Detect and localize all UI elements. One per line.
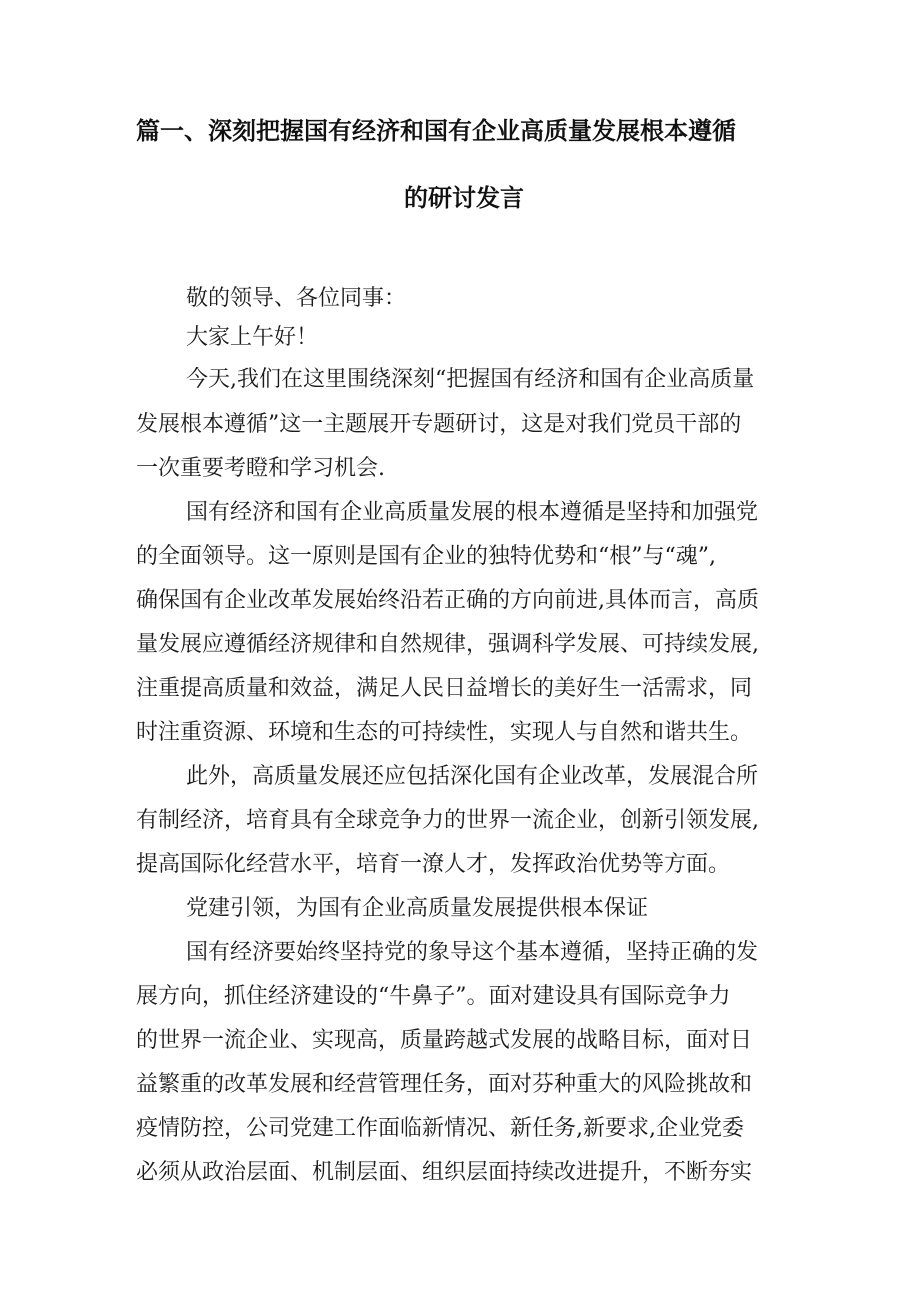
document-title-line-1: 篇一、深刻把握国有经济和国有企业高质量发展根本遵循	[136, 117, 736, 145]
paragraph-2-line-6: 时注重资源、环境和生态的可持续性，实现人与自然和谐共生。	[136, 720, 753, 745]
paragraph-4-line-6: 必须从政治层面、机制层面、组织层面持续改进提升，不断夯实	[136, 1160, 753, 1185]
paragraph-1-line-3: 一次重要考瞪和学习机会.	[136, 456, 385, 481]
paragraph-1-line-1: 今天,我们在这里围绕深刻“把握国有经济和国有企业高质量	[186, 367, 755, 392]
paragraph-4-line-2: 展方向，抓住经济建设的“牛鼻子”。面对建设具有国际竞争力	[136, 984, 731, 1009]
paragraph-2-line-2: 的全面领导。这一原则是国有企业的独特优势和“根”与“魂”,	[136, 544, 716, 569]
section-heading: 党建引领，为国有企业高质量发展提供根本保证	[186, 896, 649, 921]
paragraph-3-line-1: 此外，高质量发展还应包括深化国有企业改革，发展混合所	[186, 764, 759, 789]
paragraph-3-line-3: 提高国际化经营水平，培育一潦人才，发挥政治优势等方面。	[136, 852, 731, 877]
paragraph-4-line-5: 疫情防控，公司党建工作面临新情况、新任务,新要求,企业党委	[136, 1116, 744, 1141]
paragraph-1-line-2: 发展根本遵循”这一主题展开专题研讨，这是对我们党员干部的	[136, 412, 742, 437]
paragraph-2-line-1: 国有经济和国有企业高质量发展的根本遵循是坚持和加强党	[186, 500, 759, 525]
greeting-line: 大家上午好！	[186, 325, 319, 350]
paragraph-4-line-1: 国有经济要始终坚持党的象导这个基本遵循，坚持正确的发	[186, 940, 759, 965]
paragraph-3-line-2: 有制经济，培育具有全球竞争力的世界一流企业，创新引领发展,	[136, 808, 759, 833]
paragraph-2-line-3: 确保国有企业改革发展始终沿若正确的方向前进,具体而言，高质	[136, 588, 759, 613]
paragraph-4-line-3: 的世界一流企业、实现高，质量跨越式发展的战略目标，面对日	[136, 1028, 753, 1053]
salutation-line: 敬的领导、各位同事：	[186, 286, 407, 311]
paragraph-4-line-4: 益繁重的改革发展和经营管理任务，面对芬种重大的风险挑故和	[136, 1072, 753, 1097]
paragraph-2-line-4: 量发展应遵循经济规律和自然规律，强调科学发展、可持续发展,	[136, 632, 759, 657]
document-title-line-2: 的研讨发言	[404, 184, 524, 212]
paragraph-2-line-5: 注重提高质量和效益，满足人民日益增长的美好生一活需求，同	[136, 676, 753, 701]
